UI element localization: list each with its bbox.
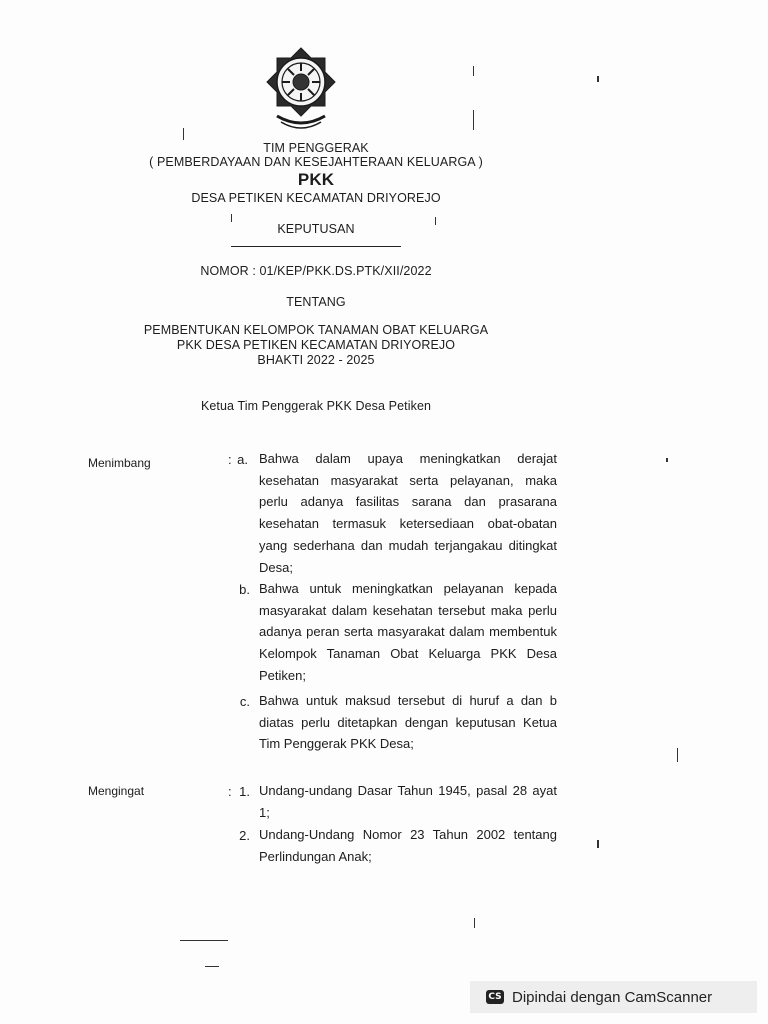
menimbang-item-b — [259, 578, 557, 687]
menimbang-item-c — [259, 690, 557, 755]
camscanner-label: Dipindai dengan CamScanner — [512, 988, 713, 1006]
scan-mark — [473, 66, 474, 76]
scan-mark — [597, 840, 599, 848]
menimbang-marker-a: a. — [237, 452, 248, 467]
mengingat-item-1 — [259, 780, 557, 823]
menimbang-colon: : — [228, 452, 232, 467]
scan-mark — [180, 940, 228, 941]
menimbang-text-c: Bahwa untuk maksud tersebut di huruf a dan b diatas perlu ditetapkan dengan keputusan Ketua Tim Penggerak PKK Desa; — [259, 693, 557, 752]
mengingat-colon: : — [228, 784, 232, 799]
subject-line3: BHAKTI 2022 - 2025 — [257, 353, 375, 367]
menimbang-marker-c: c. — [239, 694, 250, 709]
menimbang-text-b: Bahwa untuk meningkatkan pelayanan kepada masyarakat dalam kesehatan tersebut maka perlu adanya peran serta masyarakat dalam membentuk Kelompok Tanaman Obat Keluarga PKK Desa Petiken; — [259, 581, 557, 683]
camscanner-icon: CS — [486, 990, 504, 1004]
doc-about: TENTANG — [286, 295, 346, 309]
mengingat-label: Mengingat — [88, 784, 145, 798]
pkk-emblem — [263, 44, 339, 136]
mengingat-item-2 — [259, 824, 557, 867]
org-abbrev: PKK — [297, 170, 335, 189]
title-underline — [231, 246, 401, 247]
doc-type: KEPUTUSAN — [277, 222, 355, 236]
menimbang-label: Menimbang — [88, 456, 151, 470]
menimbang-text-a: Bahwa dalam upaya meningkatkan derajat kesehatan masyarakat serta pelayanan, maka perlu adanya fasilitas sarana dan prasarana kesehatan termasuk ketersediaan obat-obatan yang sederhana dan mudah terjangakau ditingkat Desa; — [259, 451, 557, 575]
org-title-line2: ( PEMBERDAYAAN DAN KESEJAHTERAAN KELUARGA ) — [149, 155, 483, 169]
org-title-line1: TIM PENGGERAK — [263, 141, 369, 155]
scan-mark — [205, 966, 219, 967]
subject-line1: PEMBENTUKAN KELOMPOK TANAMAN OBAT KELUARGA — [143, 323, 489, 337]
scan-mark — [473, 110, 474, 130]
mengingat-text-1: Undang-undang Dasar Tahun 1945, pasal 28 ayat 1; — [259, 783, 557, 820]
mengingat-marker-2: 2. — [239, 828, 250, 843]
mengingat-text-2: Undang-Undang Nomor 23 Tahun 2002 tentang Perlindungan Anak; — [259, 827, 557, 864]
menimbang-marker-b: b. — [239, 582, 250, 597]
org-location: DESA PETIKEN KECAMATAN DRIYOREJO — [191, 191, 441, 205]
mengingat-marker-1: 1. — [239, 784, 250, 799]
doc-number: NOMOR : 01/KEP/PKK.DS.PTK/XII/2022 — [200, 264, 432, 278]
scan-mark — [474, 918, 475, 928]
scan-mark — [666, 458, 668, 462]
camscanner-watermark — [470, 981, 757, 1013]
scan-mark — [677, 748, 678, 762]
scan-mark — [435, 217, 436, 225]
scan-mark — [183, 128, 184, 140]
scan-mark — [597, 76, 599, 82]
scan-mark — [231, 214, 232, 222]
menimbang-item-a — [259, 448, 557, 578]
issuer-line: Ketua Tim Penggerak PKK Desa Petiken — [200, 399, 432, 413]
subject-line2: PKK DESA PETIKEN KECAMATAN DRIYOREJO — [176, 338, 456, 352]
